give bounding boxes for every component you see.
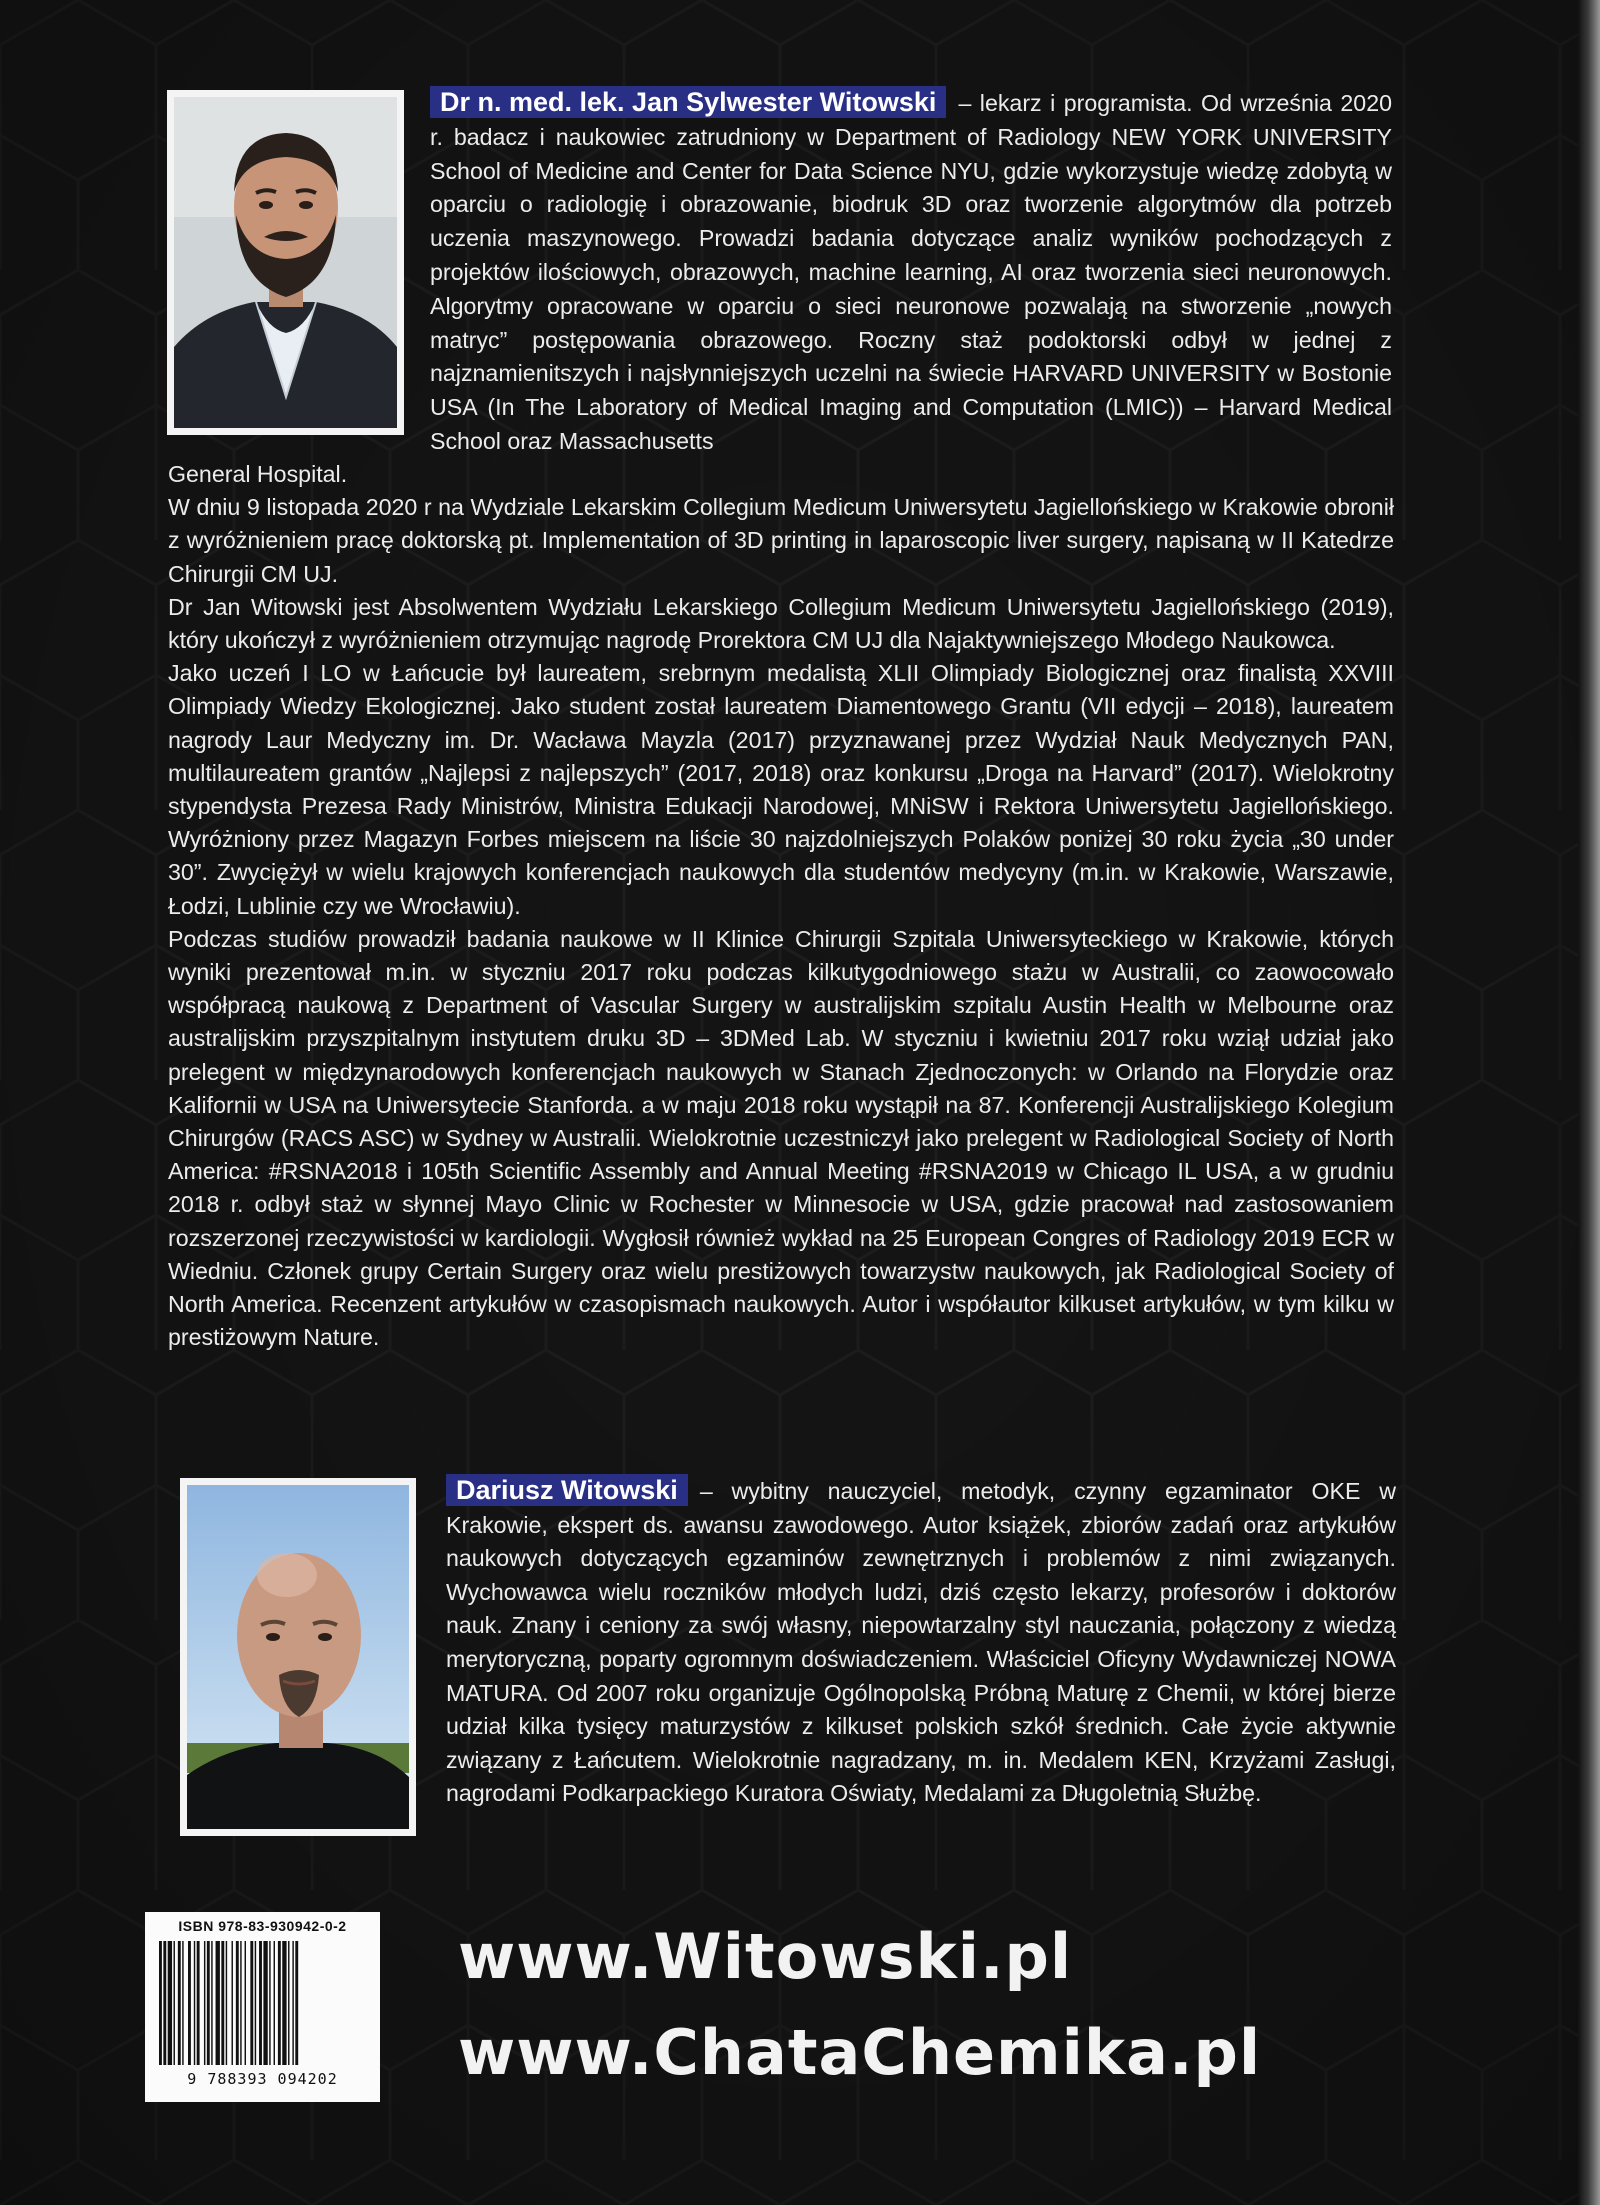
author1-intro [430,86,1392,459]
barcode-bar [159,1941,162,2065]
barcode-bar [232,1941,233,2065]
portrait-photo-dariusz-witowski [180,1478,416,1836]
barcode-bar [226,1941,227,2065]
book-spine-edge [1578,0,1600,2205]
barcode-bar [163,1941,166,2065]
isbn-barcode [145,1912,380,2102]
barcode-bar [204,1941,205,2065]
barcode-bar [168,1941,172,2065]
barcode-bar [263,1941,267,2065]
barcode-bar [236,1941,239,2065]
author2-text: – wybitny nauczyciel, metodyk, czynny egzaminator OKE w Krakowie, ekspert ds. awansu zawodowego. Autor książek, zbiorów zadań oraz artykułów naukowych dotyczących egzaminów zewnętrznych i problemów z nimi związanych. Wychowawca wielu roczników młodych ludzi, dziś często lekarzy, profesorów i doktorów nauk. Znany i ceniony za swój własny, niepowtarzalny styl nauczania, połączony z wiedzą merytoryczną, poparty ogromnym doświadczeniem. Właściciel Oficyny Wydawniczej NOWA MATURA. Od 2007 roku organizuje Ogólnopolską Próbną Maturę z Chemii, w której bierze udział kilka tysięcy maturzystów z kilkuset polskich szkół średnich. Całe życie aktywnie związany z Łańcutem. Wielokrotnie nagradzany, m. in. Medalem KEN, Krzyżami Zasługi, nagrodami Podkarpackiego Kuratora Oświaty, Medalami za Długoletnią Służbę. [446,1478,1396,1807]
barcode-bar [207,1941,210,2065]
isbn-digits: 9 788393 094202 [187,2070,338,2088]
barcode-bar [250,1941,253,2065]
isbn-label: ISBN 978-83-930942-0-2 [178,1918,347,1934]
barcode-bar [288,1941,289,2065]
author1-bio [168,458,1394,1354]
barcode-bar [178,1941,181,2065]
barcode-bar [255,1941,256,2065]
barcode-bar [221,1941,224,2065]
barcode-bar [269,1941,270,2065]
portrait-photo-jan-witowski [167,90,404,435]
barcode-bar [292,1941,293,2065]
barcode-bar [216,1941,220,2065]
barcode-bar [295,1941,298,2065]
barcode-bar [182,1941,183,2065]
barcode-bar [174,1941,175,2065]
barcode-bars [151,1937,374,2069]
author1-paragraph: Podczas studiów prowadził badania naukowe w II Klinice Chirurgii Szpitala Uniwersyteckiego w Krakowie, których wyniki prezentował m.in. w styczniu 2017 roku podczas kilkutygodniowego stażu w Australii, co zaowocowało współpracą naukową z Department of Vascular Surgery w australijskim szpitalu Austin Health w Melbourne oraz australijskim przyszpitalnym instytutem druku 3D – 3DMed Lab. W styczniu i kwietniu 2017 roku wziął udział jako prelegent w międzynarodowych konferencjach naukowych w Stanach Zjednoczonych: w Orlando na Florydzie oraz Kalifornii w USA na Uniwersytecie Stanforda. a w maju 2018 roku wystąpił na 87. Konferencji Australijskiego Kolegium Chirurgów (RACS ASC) w Sydney w Australii. Wielokrotnie uczestniczył jako prelegent w Radiological Society of North America: #RSNA2018 i 105th Scientific Assembly and Annual Meeting #RSNA2019 w Chicago IL USA, a w grudniu 2018 r. odbył staż w słynnej Mayo Clinic w Rochester w Minnesocie w USA, gdzie pracował nad zastosowaniem rozszerzonej rzeczywistości w kardiologii. Wygłosił również wykład na 25 European Congres of Radiology 2019 ECR w Wiedniu. Członek grupy Certain Surgery oraz wielu prestiżowych towarzystw naukowych, jak Radiological Society of North America. Recenzent artykułów w czasopismach naukowych. Autor i współautor kilkuset artykułów, w tym kilku w prestiżowym Nature. [168,925,1394,1351]
author1-paragraph: Jako uczeń I LO w Łańcucie był laureatem, srebrnym medalistą XLII Olimpiady Biologicznej oraz finalistą XXVIII Olimpiady Wiedzy Ekologicznej. Jako student został laureatem Diamentowego Grantu (VII edycji – 2018), laureatem nagrody Laur Medyczny im. Dr. Wacława Mayzla (2017) przyznawanej przez Wydział Nauk Medycznych PAN, multilaureatem grantów „Najlepsi z najlepszych” (2017, 2018) oraz konkursu „Droga na Harvard” (2017). Wielokrotny stypendysta Prezesa Rady Ministrów, Ministra Edukacji Narodowej, MNiSW i Rektora Uniwersytetu Jagiellońskiego. Wyróżniony przez Magazyn Forbes miejscem na liście 30 najzdolniejszych Polaków poniżej 30 roku życia „30 under 30”. Zwyciężył w wielu krajowych konferencjach naukowych dla studentów medycyny (m.in. w Krakowie, Warszawie, Łodzi, Lublinie czy we Wrocławiu). [168,660,1394,919]
barcode-bar [245,1941,246,2065]
author1-paragraph: Dr Jan Witowski jest Absolwentem Wydziału Lekarskiego Collegium Medicum Uniwersytetu Jagiellońskiego (2019), który ukończył z wyróżnieniem otrzymując nagrodę Prorektora CM UJ dla Najaktywniejszego Młodego Naukowca. [168,593,1394,654]
barcode-bar [274,1941,275,2065]
barcode-bar [211,1941,212,2065]
barcode-bar [259,1941,262,2065]
barcode-bar [282,1941,286,2065]
website-chatachemika[interactable]: www.ChataChemika.pl [458,2016,1262,2089]
author1-paragraph: W dniu 9 listopada 2020 r na Wydziale Lekarskim Collegium Medicum Uniwersytetu Jagiellońskiego w Krakowie obronił z wyróżnieniem pracę doktorską pt. Implementation of 3D printing in laparoscopic liver surgery, napisaną w II Katedrze Chirurgii CM UJ. [168,494,1394,587]
barcode-bar [240,1941,241,2065]
author1-paragraph: General Hospital. [168,461,348,487]
author2-name: Dariusz Witowski [446,1474,688,1506]
barcode-bar [197,1941,200,2065]
author1-name: Dr n. med. lek. Jan Sylwester Witowski [430,86,946,118]
author1-intro-text: – lekarz i programista. Od września 2020 r. badacz i naukowiec zatrudniony w Department of Radiology NEW YORK UNIVERSITY School of Medicine and Center for Data Science NYU, gdzie wykorzystuje wiedzę zdobytą w oparciu o radiologię i obrazowanie, biodruk 3D oraz tworzenie algorytmów dla potrzeb uczenia maszynowego. Prowadzi badania dotyczące analiz wyników pochodzących z projektów ilościowych, obrazowych, machine learning, AI oraz tworzenia sieci neuronowych. Algorytmy opracowane w oparciu o sieci neuronowe pozwalają na stworzenie „nowych matryc” postępowania obrazowego. Roczny staż podoktorski odbył w jednej z najznamienitszych i najsłynniejszych uczelni na świecie HARVARD UNIVERSITY w Bostonie USA (In The Laboratory of Medical Imaging and Computation (LMIC)) – Harvard Medical School oraz Massachusetts [430,90,1392,454]
barcode-bar [188,1941,191,2065]
website-witowski[interactable]: www.Witowski.pl [458,1920,1073,1993]
barcode-bar [278,1941,281,2065]
barcode-bar [194,1941,195,2065]
author2-bio [446,1474,1396,1811]
